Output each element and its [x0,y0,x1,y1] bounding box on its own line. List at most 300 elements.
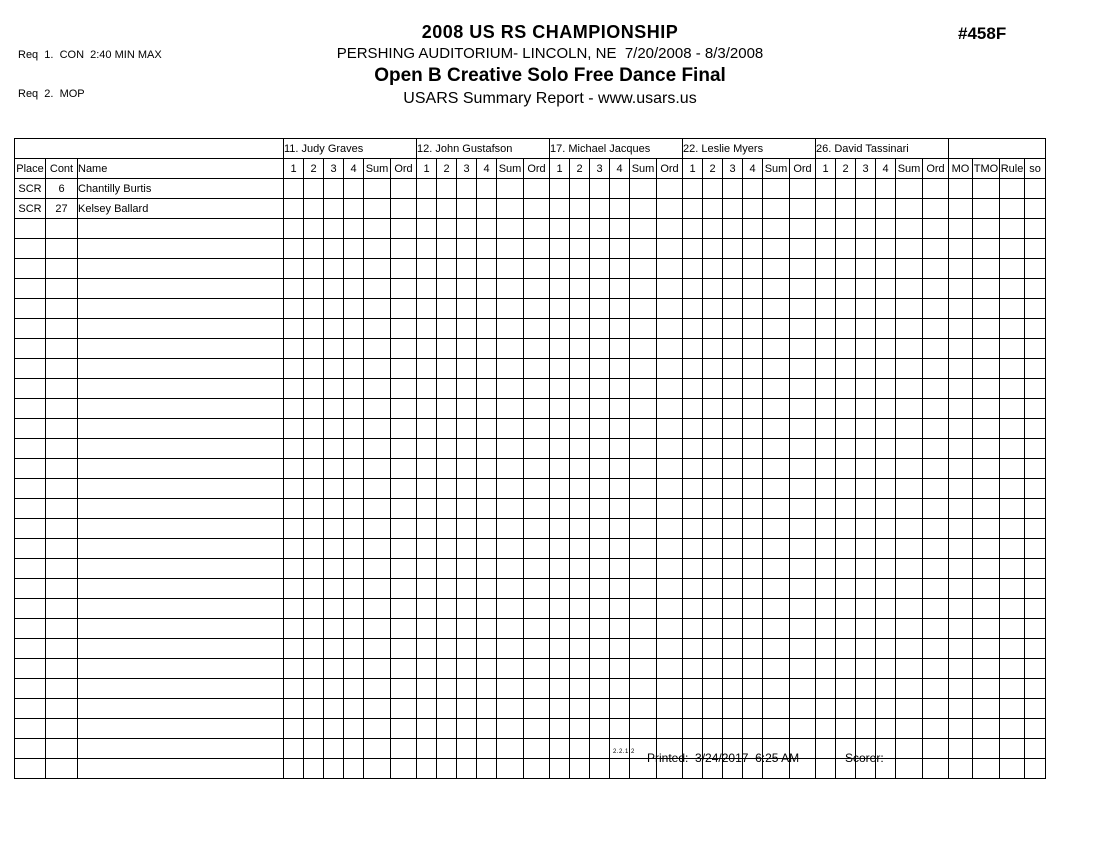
score-cell-judge3-1 [550,719,570,739]
place-cell [15,339,46,359]
score-cell-judge5-ord [923,399,949,419]
column-header-judge1-3: 3 [324,159,344,179]
score-cell-judge2-sum [497,579,524,599]
score-cell-judge1-2 [304,639,324,659]
score-cell-judge1-2 [304,559,324,579]
score-cell-judge2-ord [524,659,550,679]
score-cell-judge3-ord [657,679,683,699]
column-header-judge2-3: 3 [457,159,477,179]
name-cell [78,659,284,679]
table-row [15,319,1046,339]
score-cell-judge3-ord [657,559,683,579]
score-cell-judge2-4 [477,319,497,339]
score-cell-judge1-ord [391,379,417,399]
score-cell-judge5-1 [816,639,836,659]
score-cell-judge1-4 [344,239,364,259]
score-cell-judge5-3 [856,459,876,479]
score-cell-tmo [973,679,1000,699]
score-cell-judge4-ord [790,619,816,639]
cont-cell [46,279,78,299]
score-cell-judge4-sum [763,499,790,519]
score-cell-judge5-ord [923,579,949,599]
score-cell-rule [1000,299,1025,319]
score-cell-judge5-4 [876,699,896,719]
score-cell-judge3-sum [630,319,657,339]
score-cell-judge2-1 [417,599,437,619]
column-header-judge3-ord: Ord [657,159,683,179]
score-cell-judge1-2 [304,279,324,299]
column-header-name: Name [78,159,284,179]
score-cell-judge4-3 [723,279,743,299]
score-cell-judge2-3 [457,519,477,539]
score-cell-judge2-2 [437,559,457,579]
score-cell-judge3-3 [590,419,610,439]
score-cell-judge3-1 [550,219,570,239]
score-cell-judge2-ord [524,259,550,279]
score-cell-judge4-3 [723,439,743,459]
score-cell-judge4-sum [763,399,790,419]
score-cell-judge1-2 [304,539,324,559]
score-cell-judge5-3 [856,299,876,319]
score-cell-judge1-ord [391,179,417,199]
score-cell-judge4-1 [683,619,703,639]
score-cell-judge2-3 [457,639,477,659]
column-header-judge4-1: 1 [683,159,703,179]
score-cell-judge5-2 [836,219,856,239]
score-cell-judge4-sum [763,179,790,199]
score-cell-judge4-sum [763,579,790,599]
score-cell-judge1-2 [304,719,324,739]
score-cell-judge5-sum [896,299,923,319]
place-cell [15,399,46,419]
score-cell-judge5-sum [896,439,923,459]
score-cell-judge1-4 [344,339,364,359]
score-cell-mo [949,579,973,599]
score-cell-judge1-1 [284,659,304,679]
score-cell-judge2-2 [437,479,457,499]
place-cell [15,599,46,619]
name-cell [78,619,284,639]
score-cell-judge2-sum [497,639,524,659]
score-cell-judge2-1 [417,619,437,639]
score-cell-judge1-4 [344,419,364,439]
score-cell-judge2-1 [417,539,437,559]
score-cell-judge1-ord [391,699,417,719]
score-cell-judge5-4 [876,499,896,519]
table-row [15,639,1046,659]
score-cell-judge2-4 [477,639,497,659]
score-cell-judge3-1 [550,439,570,459]
score-cell-judge1-1 [284,419,304,439]
score-cell-judge4-ord [790,639,816,659]
score-cell-judge3-4 [610,719,630,739]
score-cell-judge2-2 [437,279,457,299]
score-cell-judge2-2 [437,759,457,779]
score-cell-judge5-sum [896,599,923,619]
score-cell-judge3-ord [657,179,683,199]
score-cell-judge1-1 [284,599,304,619]
score-cell-judge1-3 [324,179,344,199]
place-cell [15,579,46,599]
score-cell-judge2-2 [437,579,457,599]
score-cell-judge2-sum [497,419,524,439]
score-cell-judge4-3 [723,339,743,359]
cont-cell [46,719,78,739]
score-cell-tmo [973,179,1000,199]
score-cell-judge1-3 [324,319,344,339]
score-cell-judge5-ord [923,499,949,519]
score-cell-judge4-3 [723,379,743,399]
score-cell-judge5-ord [923,699,949,719]
score-cell-judge3-3 [590,219,610,239]
score-cell-judge5-2 [836,319,856,339]
score-cell-judge5-2 [836,179,856,199]
score-cell-judge4-ord [790,259,816,279]
score-cell-so [1025,519,1046,539]
score-cell-judge4-1 [683,359,703,379]
score-cell-judge1-4 [344,459,364,479]
score-cell-judge4-ord [790,599,816,619]
score-cell-judge5-4 [876,239,896,259]
score-cell-judge3-4 [610,659,630,679]
score-cell-mo [949,759,973,779]
score-cell-judge4-sum [763,199,790,219]
score-cell-judge2-4 [477,659,497,679]
score-cell-judge2-3 [457,619,477,639]
score-cell-so [1025,479,1046,499]
score-cell-judge5-3 [856,679,876,699]
score-cell-judge3-4 [610,219,630,239]
score-cell-judge1-sum [364,619,391,639]
score-cell-judge1-4 [344,379,364,399]
score-cell-judge4-ord [790,519,816,539]
score-cell-judge5-2 [836,359,856,379]
score-cell-judge2-1 [417,659,437,679]
column-header-judge4-3: 3 [723,159,743,179]
score-cell-judge1-2 [304,699,324,719]
score-cell-judge3-3 [590,359,610,379]
name-cell [78,319,284,339]
score-cell-judge3-3 [590,299,610,319]
score-cell-judge2-1 [417,559,437,579]
score-cell-judge4-4 [743,519,763,539]
score-cell-judge5-1 [816,339,836,359]
score-cell-judge1-1 [284,359,304,379]
score-cell-judge2-3 [457,419,477,439]
score-cell-mo [949,619,973,639]
judge-header-2: 12. John Gustafson [417,139,550,159]
score-cell-judge1-4 [344,279,364,299]
score-cell-mo [949,599,973,619]
score-cell-judge2-2 [437,239,457,259]
score-cell-judge3-2 [570,479,590,499]
name-cell [78,259,284,279]
score-cell-rule [1000,419,1025,439]
score-cell-judge4-sum [763,519,790,539]
score-cell-so [1025,499,1046,519]
score-cell-judge1-ord [391,459,417,479]
score-cell-judge3-sum [630,239,657,259]
score-cell-judge4-4 [743,279,763,299]
score-cell-judge1-ord [391,559,417,579]
score-cell-judge5-sum [896,179,923,199]
score-cell-judge5-3 [856,659,876,679]
name-cell [78,279,284,299]
score-cell-judge2-ord [524,179,550,199]
score-cell-judge3-3 [590,639,610,659]
title-block [0,21,1100,110]
score-cell-judge2-2 [437,499,457,519]
score-cell-rule [1000,459,1025,479]
score-cell-rule [1000,239,1025,259]
score-cell-judge5-3 [856,359,876,379]
judge-header-5: 26. David Tassinari [816,139,949,159]
score-cell-judge4-4 [743,639,763,659]
score-cell-judge2-2 [437,259,457,279]
score-cell-judge2-ord [524,199,550,219]
score-cell-judge1-3 [324,599,344,619]
score-cell-judge4-ord [790,319,816,339]
score-cell-judge1-4 [344,479,364,499]
score-cell-judge5-3 [856,599,876,619]
score-cell-judge1-sum [364,579,391,599]
score-cell-judge5-2 [836,259,856,279]
score-cell-judge4-2 [703,599,723,619]
column-header-judge2-1: 1 [417,159,437,179]
score-cell-judge5-ord [923,559,949,579]
score-cell-judge2-1 [417,319,437,339]
score-cell-judge2-4 [477,239,497,259]
score-cell-judge3-sum [630,699,657,719]
score-cell-judge1-2 [304,219,324,239]
score-cell-judge2-2 [437,299,457,319]
score-cell-judge4-1 [683,479,703,499]
score-cell-judge2-3 [457,599,477,619]
printed-label: Printed: [647,751,689,765]
score-cell-judge5-3 [856,219,876,239]
score-cell-mo [949,219,973,239]
score-cell-tmo [973,219,1000,239]
score-cell-judge2-sum [497,359,524,379]
score-cell-judge3-ord [657,459,683,479]
score-cell-judge5-2 [836,499,856,519]
score-cell-judge4-1 [683,679,703,699]
score-cell-judge3-ord [657,659,683,679]
score-cell-so [1025,679,1046,699]
report-type-line: USARS Summary Report - www.usars.us [403,90,697,107]
score-cell-judge5-ord [923,759,949,779]
score-cell-judge3-1 [550,539,570,559]
score-cell-judge2-ord [524,459,550,479]
score-cell-judge4-2 [703,179,723,199]
name-cell [78,639,284,659]
score-cell-judge2-sum [497,399,524,419]
score-cell-judge1-1 [284,739,304,759]
score-cell-judge3-1 [550,639,570,659]
score-cell-judge1-ord [391,579,417,599]
score-cell-judge3-2 [570,619,590,639]
score-cell-judge4-2 [703,259,723,279]
score-cell-judge5-4 [876,599,896,619]
score-cell-judge5-ord [923,199,949,219]
score-cell-judge5-4 [876,519,896,539]
score-cell-judge5-ord [923,239,949,259]
cont-cell [46,479,78,499]
score-cell-judge4-ord [790,399,816,419]
score-cell-judge2-2 [437,199,457,219]
score-cell-rule [1000,339,1025,359]
score-cell-judge4-sum [763,239,790,259]
place-cell [15,719,46,739]
score-cell-judge5-sum [896,319,923,339]
score-cell-judge4-ord [790,499,816,519]
score-cell-tmo [973,259,1000,279]
score-cell-judge3-4 [610,699,630,719]
score-cell-rule [1000,519,1025,539]
score-cell-judge1-ord [391,419,417,439]
score-cell-judge3-2 [570,279,590,299]
score-cell-judge3-3 [590,499,610,519]
name-cell [78,239,284,259]
cont-cell [46,559,78,579]
score-cell-judge3-sum [630,279,657,299]
score-cell-judge3-1 [550,199,570,219]
score-cell-judge2-3 [457,359,477,379]
score-cell-judge1-sum [364,459,391,479]
score-cell-judge2-sum [497,479,524,499]
score-cell-judge3-2 [570,239,590,259]
score-cell-rule [1000,399,1025,419]
table-row [15,759,1046,779]
score-cell-judge5-4 [876,679,896,699]
score-cell-tmo [973,699,1000,719]
score-cell-judge4-1 [683,719,703,739]
score-cell-judge3-4 [610,199,630,219]
score-cell-judge3-1 [550,179,570,199]
table-row [15,299,1046,319]
score-cell-judge1-4 [344,719,364,739]
column-header-judge2-sum: Sum [497,159,524,179]
column-header-judge4-4: 4 [743,159,763,179]
cont-cell [46,699,78,719]
score-cell-mo [949,639,973,659]
score-cell-judge4-4 [743,559,763,579]
column-header-judge3-sum: Sum [630,159,657,179]
score-cell-tmo [973,479,1000,499]
name-cell [78,219,284,239]
score-cell-judge3-1 [550,759,570,779]
cont-cell [46,639,78,659]
score-cell-judge4-4 [743,439,763,459]
score-cell-judge2-ord [524,379,550,399]
column-header-judge2-4: 4 [477,159,497,179]
score-cell-judge4-sum [763,359,790,379]
score-cell-judge5-3 [856,279,876,299]
score-cell-judge1-2 [304,519,324,539]
score-cell-judge2-3 [457,199,477,219]
score-cell-judge5-3 [856,319,876,339]
score-cell-judge1-2 [304,659,324,679]
score-cell-judge3-2 [570,719,590,739]
score-cell-judge4-sum [763,299,790,319]
score-cell-judge1-3 [324,739,344,759]
column-header-judge5-sum: Sum [896,159,923,179]
score-cell-judge4-4 [743,579,763,599]
score-cell-judge3-2 [570,659,590,679]
score-cell-judge2-ord [524,539,550,559]
score-cell-judge4-sum [763,459,790,479]
score-cell-judge1-3 [324,359,344,379]
score-cell-judge2-3 [457,739,477,759]
score-cell-judge1-2 [304,679,324,699]
score-cell-judge3-4 [610,759,630,779]
score-cell-judge2-4 [477,499,497,519]
score-cell-judge1-ord [391,519,417,539]
score-cell-judge1-1 [284,199,304,219]
score-cell-judge2-sum [497,559,524,579]
score-cell-judge1-ord [391,599,417,619]
score-cell-judge3-sum [630,559,657,579]
score-cell-judge1-2 [304,239,324,259]
score-cell-judge2-sum [497,279,524,299]
score-cell-judge4-3 [723,639,743,659]
score-cell-judge5-sum [896,519,923,539]
score-cell-judge4-1 [683,299,703,319]
score-cell-judge2-1 [417,279,437,299]
column-header-judge2-ord: Ord [524,159,550,179]
score-cell-judge3-2 [570,199,590,219]
score-cell-judge3-1 [550,459,570,479]
score-cell-judge3-4 [610,379,630,399]
name-cell [78,379,284,399]
table-row [15,279,1046,299]
score-cell-judge2-4 [477,619,497,639]
score-cell-so [1025,639,1046,659]
score-cell-judge5-3 [856,239,876,259]
score-cell-judge2-2 [437,379,457,399]
column-header-judge1-ord: Ord [391,159,417,179]
score-cell-judge1-ord [391,439,417,459]
score-cell-judge3-1 [550,379,570,399]
score-cell-judge4-sum [763,339,790,359]
score-cell-judge5-sum [896,659,923,679]
score-cell-judge5-1 [816,519,836,539]
score-cell-mo [949,319,973,339]
score-cell-judge3-sum [630,639,657,659]
cont-cell [46,759,78,779]
name-cell [78,719,284,739]
table-row [15,379,1046,399]
score-cell-judge1-4 [344,499,364,519]
place-cell [15,499,46,519]
score-cell-tmo [973,439,1000,459]
score-cell-judge3-3 [590,579,610,599]
score-cell-judge2-4 [477,519,497,539]
score-cell-judge2-3 [457,579,477,599]
column-header-judge5-ord: Ord [923,159,949,179]
score-cell-judge3-4 [610,359,630,379]
score-cell-judge4-4 [743,499,763,519]
score-cell-judge5-4 [876,339,896,359]
score-cell-judge1-ord [391,319,417,339]
score-cell-judge3-1 [550,599,570,619]
score-cell-judge4-1 [683,599,703,619]
score-cell-judge1-ord [391,339,417,359]
score-cell-judge1-ord [391,479,417,499]
score-cell-judge3-3 [590,339,610,359]
score-cell-so [1025,219,1046,239]
score-cell-judge1-sum [364,539,391,559]
